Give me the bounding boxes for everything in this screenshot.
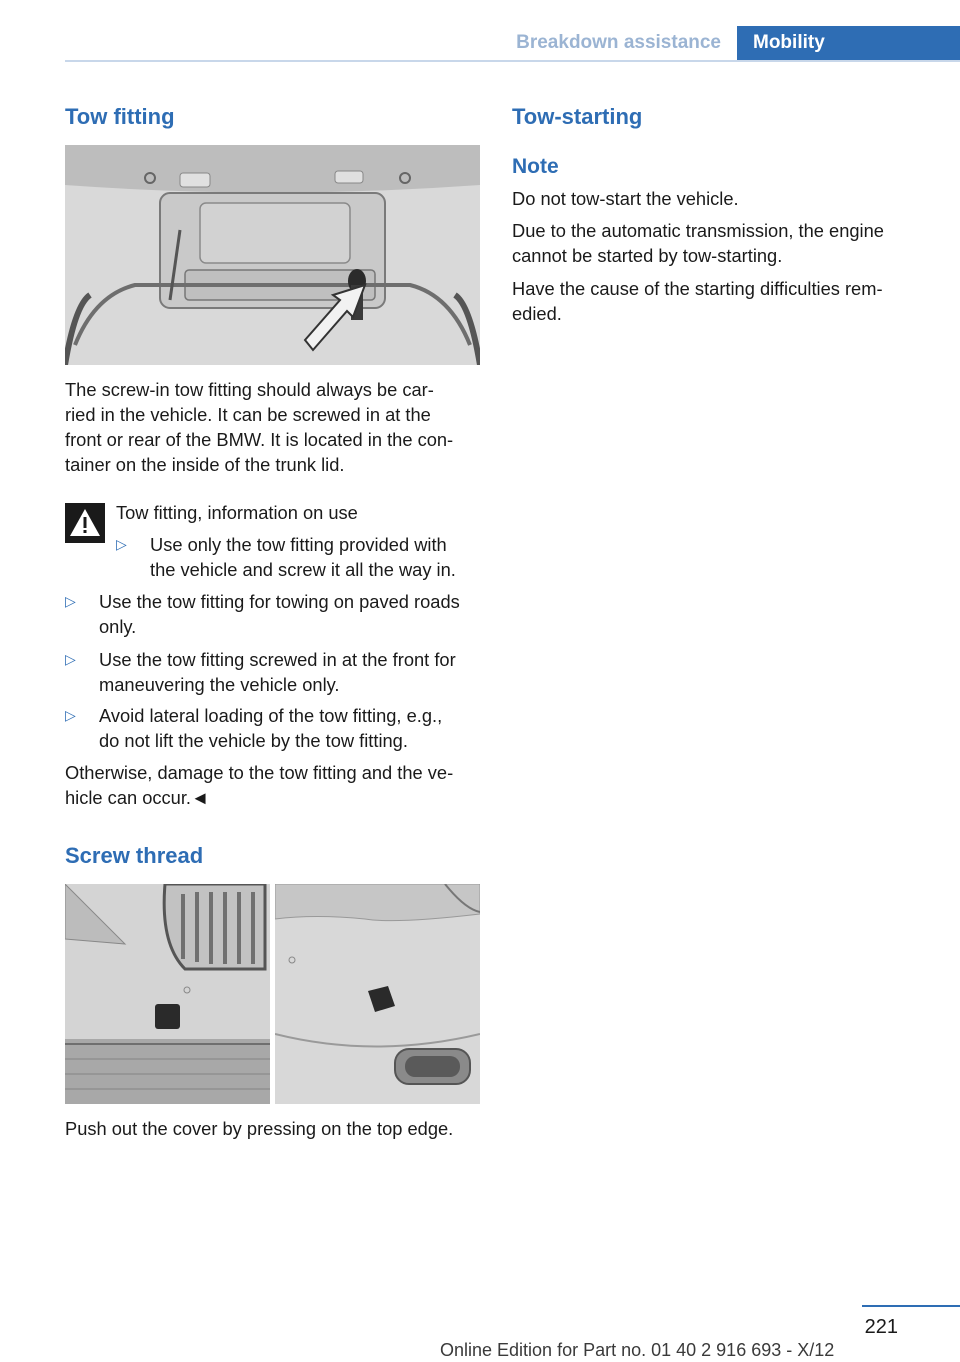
list-item-lateral-loading xyxy=(65,703,485,729)
note-line-1: Do not tow-start the vehicle. xyxy=(512,188,739,209)
list-item-line: maneuvering the vehicle only. xyxy=(99,674,340,695)
list-item-line: do not lift the vehicle by the tow fitting. xyxy=(99,730,408,751)
list-bullet-triangle-icon: ▷ xyxy=(65,707,76,723)
warning-closing-line-1: Otherwise, damage to the tow fitting and the ve- xyxy=(65,762,454,783)
warning-closing-line-2: hicle can occur.◄ xyxy=(65,787,210,808)
screw-thread-heading: Screw thread xyxy=(65,843,204,868)
note-para3-line-2: edied. xyxy=(512,303,562,324)
warning-item-line-1: Use only the tow fitting provided with xyxy=(150,534,447,555)
tow-fitting-body-line-4: tainer on the inside of the trunk lid. xyxy=(65,454,345,475)
list-item-line: Avoid lateral loading of the tow fitting, e.g., xyxy=(99,705,443,726)
trunk-lid-illustration xyxy=(65,145,480,365)
list-item-paved-roads xyxy=(65,589,485,615)
tow-starting-heading: Tow-starting xyxy=(512,104,643,129)
list-item-front-maneuvering xyxy=(65,647,485,673)
list-item-line: only. xyxy=(99,616,137,637)
warning-triangle-icon xyxy=(65,503,105,543)
note-para2-line-1: Due to the automatic transmission, the engine xyxy=(512,220,884,241)
header-chapter-tab: Mobility xyxy=(737,26,960,60)
note-para2-line-2: cannot be started by tow-starting. xyxy=(512,245,783,266)
note-para3-line-1: Have the cause of the starting difficulties rem- xyxy=(512,278,883,299)
footer-edition: Online Edition for Part no. 01 40 2 916 693 - X/12 xyxy=(440,1340,835,1360)
warning-list-item xyxy=(116,532,480,558)
tow-fitting-body-line-3: front or rear of the BMW. It is located in the con- xyxy=(65,429,454,450)
list-bullet-triangle-icon: ▷ xyxy=(65,651,76,667)
header-divider xyxy=(65,60,960,62)
list-item-line: Use the tow fitting for towing on paved roads xyxy=(99,591,460,612)
tow-fitting-body-line-2: ried in the vehicle. It can be screwed in at the xyxy=(65,404,431,425)
note-heading: Note xyxy=(512,155,559,178)
list-bullet-triangle-icon: ▷ xyxy=(65,593,76,609)
warning-title: Tow fitting, information on use xyxy=(116,502,358,523)
page-number: 221 xyxy=(864,1316,898,1338)
list-bullet-triangle-icon: ▷ xyxy=(116,536,127,552)
front-bumper-illustration xyxy=(65,884,270,1104)
list-item-line: Use the tow fitting screwed in at the front for xyxy=(99,649,456,670)
rear-bumper-thread-cover-photo xyxy=(275,884,480,1104)
warning-item-line-2: the vehicle and screw it all the way in. xyxy=(150,559,456,580)
trunk-lid-tow-fitting-photo xyxy=(65,145,480,365)
rear-bumper-illustration xyxy=(275,884,480,1104)
front-bumper-thread-cover-photo xyxy=(65,884,270,1104)
header-section-label: Breakdown assistance xyxy=(516,32,721,53)
footer-divider xyxy=(862,1305,960,1307)
tow-fitting-body-line-1: The screw-in tow fitting should always be car- xyxy=(65,379,434,400)
screw-thread-caption: Push out the cover by pressing on the top edge. xyxy=(65,1118,454,1139)
tow-fitting-heading: Tow fitting xyxy=(65,104,175,129)
